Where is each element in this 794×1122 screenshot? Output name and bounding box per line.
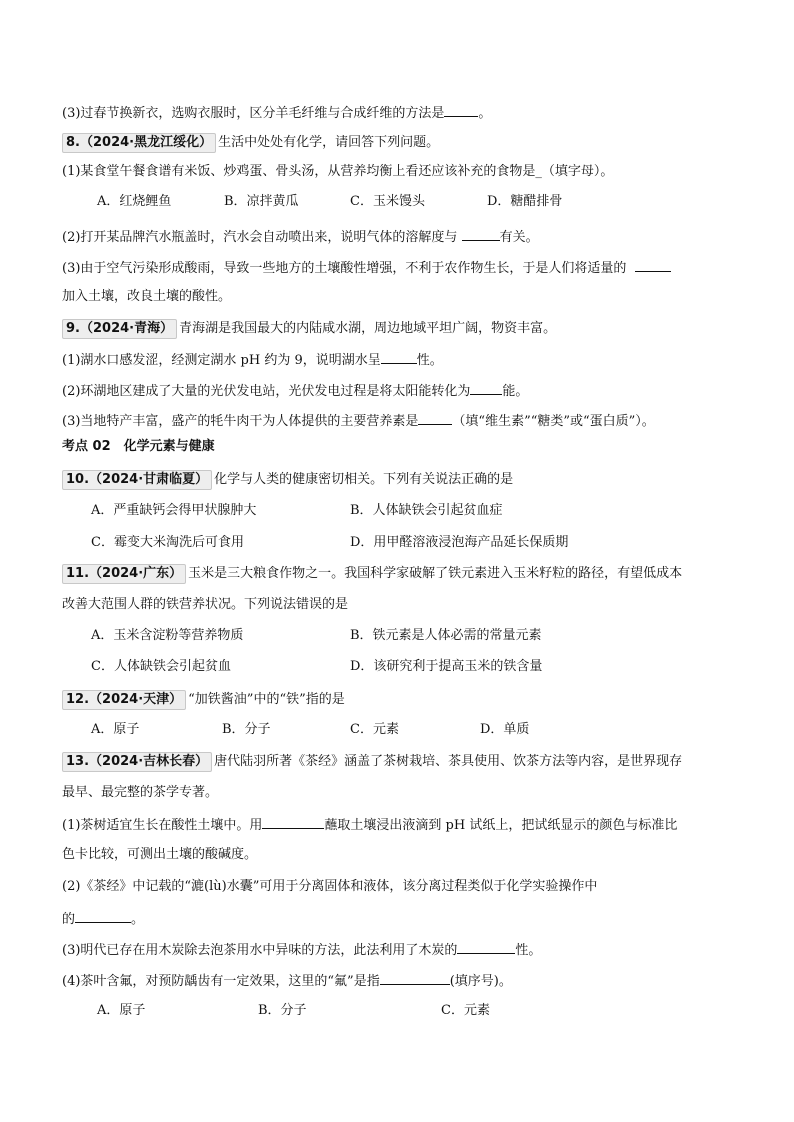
question-text: (2)打开某品牌汽水瓶盖时，汽水会自动喷出来，说明气体的溶解度与 [62,230,458,245]
question-source-tag: 9.（2024·青海） [62,319,177,339]
answer-blank[interactable] [635,258,671,272]
question-source-tag: 8.（2024·黑龙江绥化） [62,133,216,153]
question-13-stem-cont: 最早、最完整的茶学专著。 [62,785,219,800]
question-8-part-1 [62,163,613,181]
option-c[interactable]: C．元素 [350,722,399,737]
section-heading: 考点 02 化学元素与健康 [62,439,215,454]
option-d[interactable]: D．单质 [480,722,530,737]
question-8-part-3-cont: 加入土壤，改良土壤的酸性。 [62,289,232,304]
question-9-part-1: (1)湖水口感发涩，经测定湖水 pH 约为 9，说明湖水呈 性。 [62,350,443,370]
question-13-part-2-cont: 的 。 [62,909,144,929]
option-b[interactable]: B．人体缺铁会引起贫血症 [350,503,503,518]
option-a[interactable]: A．玉米含淀粉等营养物质 [91,628,244,643]
question-13-part-4: (4)茶叶含氟，对预防龋齿有一定效果，这里的“氟”是指 (填序号)。 [62,971,512,991]
question-11-stem: 11.（2024·广东） 玉米是三大粮食作物之一。我国科学家破解了铁元素进入玉米籽粒的路径，有望低成本 [62,564,682,584]
option-a[interactable]: A．原子 [97,1003,146,1018]
question-text: 青海湖是我国最大的内陆咸水湖，周边地域平坦广阔，物资丰富。 [179,321,557,336]
option-a[interactable]: A．严重缺钙会得甲状腺肿大 [91,503,257,518]
question-11-stem-cont: 改善大范围人群的铁营养状况。下列说法错误的是 [62,597,349,612]
option-a[interactable]: A．红烧鲤鱼 [97,194,172,209]
option-b[interactable]: B．分子 [222,722,271,737]
question-13-part-2: (2)《茶经》中记载的“漉(lù)水囊”可用于分离固体和液体，该分离过程类似于化学实验操作中 [62,879,598,894]
answer-blank[interactable] [470,381,502,395]
question-8-part-2: (2)打开某品牌汽水瓶盖时，汽水会自动喷出来，说明气体的溶解度与 有关。 [62,227,539,247]
question-source-tag: 10.（2024·甘肃临夏） [62,470,212,490]
option-d[interactable]: D．糖醋排骨 [487,194,563,209]
question-13-stem: 13.（2024·吉林长春） 唐代陆羽所著《茶经》涵盖了茶树栽培、茶具使用、饮茶方法等内容，是世界现存 [62,752,682,772]
question-source-tag: 13.（2024·吉林长春） [62,752,212,772]
question-7-part-3: (3)过春节换新衣，选购衣服时，区分羊毛纤维与合成纤维的方法是 。 [62,103,491,123]
option-b[interactable]: B．凉拌黄瓜 [224,194,299,209]
question-13-part-1-cont: 色卡比较，可测出土壤的酸碱度。 [62,847,258,862]
option-b[interactable]: B．分子 [258,1003,307,1018]
option-d[interactable]: D．用甲醛溶液浸泡海产品延长保质期 [350,535,569,550]
option-d[interactable]: D．该研究利于提高玉米的铁含量 [350,659,543,674]
question-text: (1)某食堂午餐食谱有米饭、炒鸡蛋、骨头汤，从营养均衡上看还应该补充的食物是_（填字母）。 [62,164,614,179]
answer-blank[interactable] [381,350,417,364]
question-12-stem: 12.（2024·天津） “加铁酱油”中的“铁”指的是 [62,690,345,710]
question-source-tag: 12.（2024·天津） [62,690,186,710]
question-text: (3)由于空气污染形成酸雨，导致一些地方的土壤酸性增强，不利于农作物生长，于是人们将适量的 [62,261,627,276]
option-c[interactable]: C．人体缺铁会引起贫血 [91,659,231,674]
answer-blank[interactable] [418,411,452,425]
option-c[interactable]: C．玉米馒头 [350,194,425,209]
question-text: (3)过春节换新衣，选购衣服时，区分羊毛纤维与合成纤维的方法是 [62,106,445,121]
option-b[interactable]: B．铁元素是人体必需的常量元素 [350,628,542,643]
answer-blank[interactable] [462,227,500,241]
option-c[interactable]: C．霉变大米淘洗后可食用 [91,535,244,550]
option-a[interactable]: A．原子 [91,722,140,737]
answer-blank[interactable] [262,815,324,829]
question-8-stem [62,133,439,153]
option-c[interactable]: C．元素 [441,1003,490,1018]
question-10-stem: 10.（2024·甘肃临夏） 化学与人类的健康密切相关。下列有关说法正确的是 [62,470,513,490]
question-text: 生活中处处有化学，请回答下列问题。 [218,135,440,150]
question-8-part-3 [62,258,671,278]
answer-blank[interactable] [444,103,478,117]
question-9-stem [62,319,556,339]
question-13-part-3: (3)明代已存在用木炭除去泡茶用水中异味的方法，此法利用了木炭的 性。 [62,940,541,960]
question-9-part-3: (3)当地特产丰富，盛产的牦牛肉干为人体提供的主要营养素是 （填“维生素”“糖类”或“蛋白质”）。 [62,411,655,431]
answer-blank[interactable] [75,909,131,923]
answer-blank[interactable] [457,940,515,954]
question-13-part-1: (1)茶树适宜生长在酸性土壤中。用 蘸取土壤浸出液滴到 pH 试纸上，把试纸显示的颜色与标准比 [62,815,677,835]
answer-blank[interactable] [380,971,450,985]
question-source-tag: 11.（2024·广东） [62,564,186,584]
question-9-part-2: (2)环湖地区建成了大量的光伏发电站，光伏发电过程是将太阳能转化为 能。 [62,381,528,401]
